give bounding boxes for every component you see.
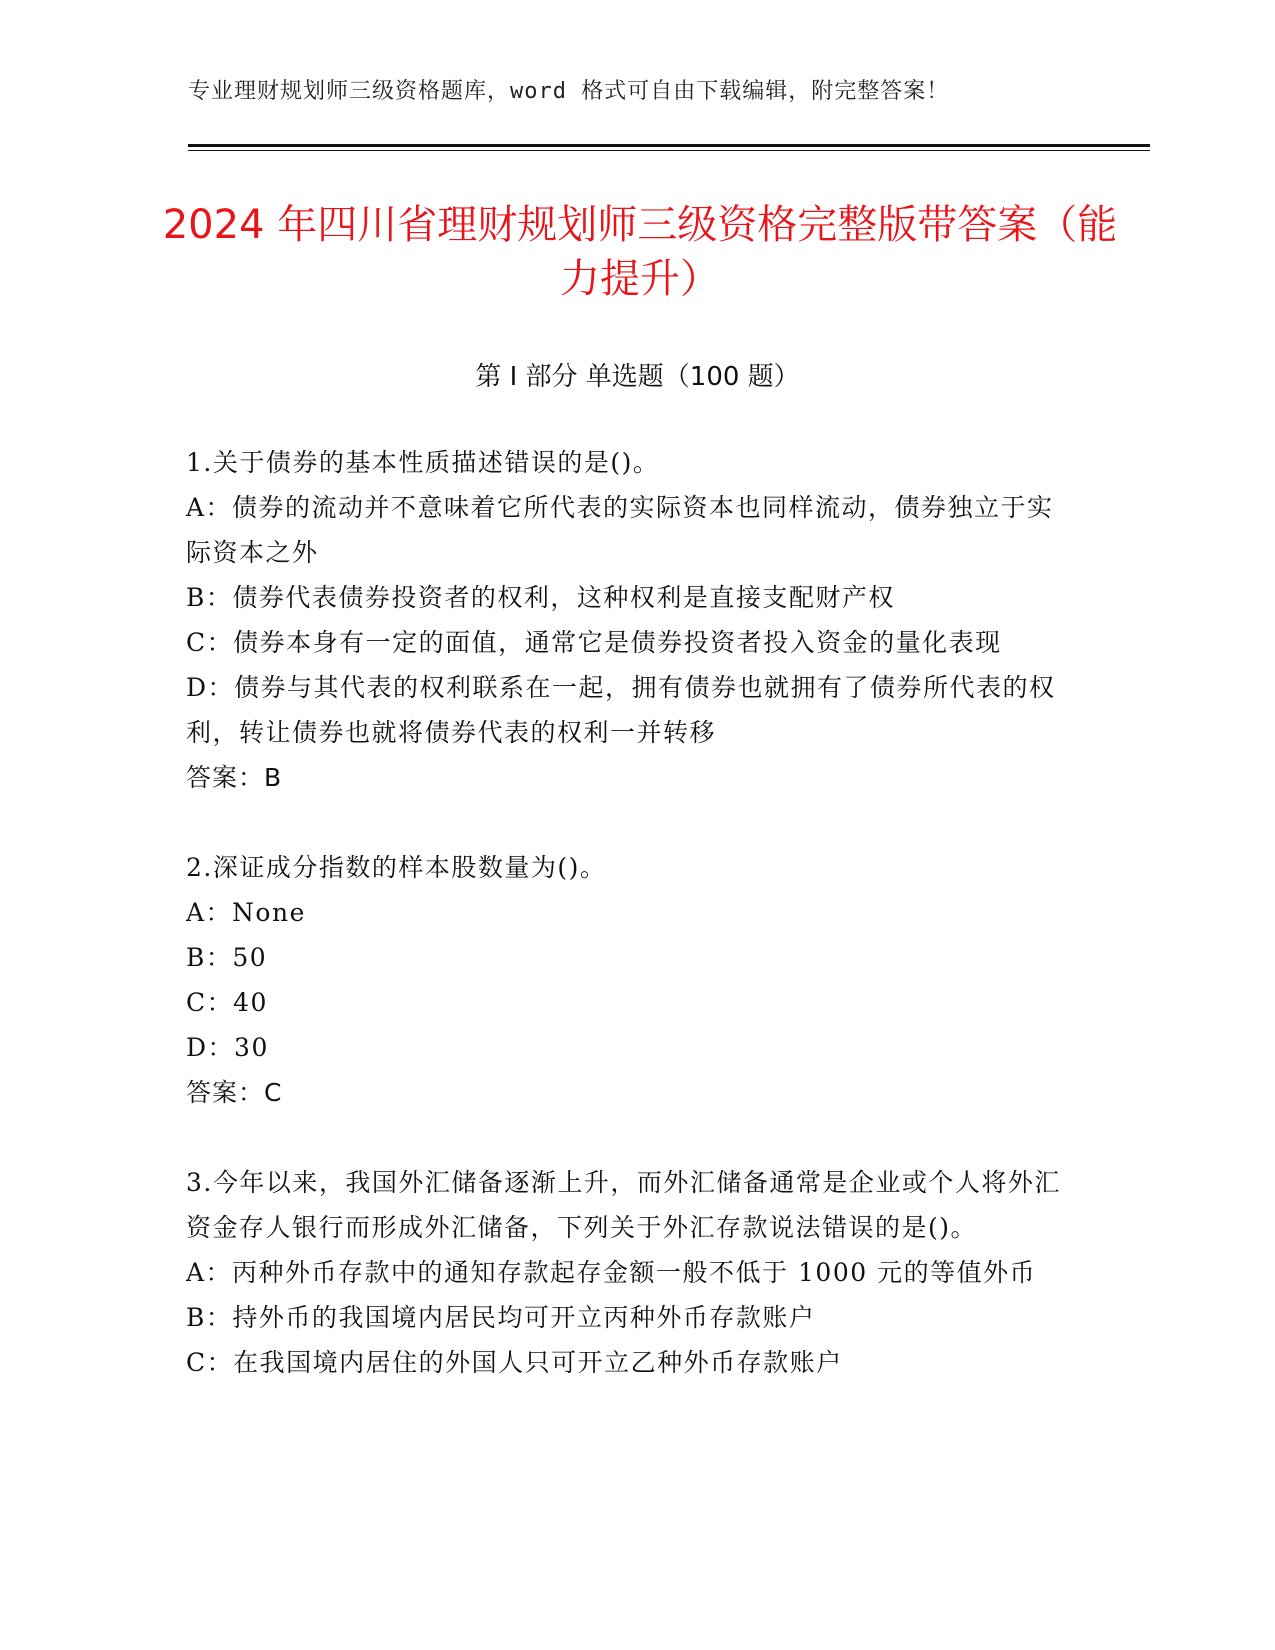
header-note: 专业理财规划师三级资格题库，word 格式可自由下载编辑，附完整答案！ bbox=[188, 79, 950, 104]
option-a: A：丙种外币存款中的通知存款起存金额一般不低于 1000 元的等值外币 bbox=[186, 1258, 1037, 1287]
question-3 bbox=[186, 1160, 1070, 1385]
answer: 答案：C bbox=[186, 1078, 283, 1107]
document-title: 2024 年四川省理财规划师三级资格完整版带答案（能力提升） bbox=[162, 202, 1118, 302]
option-a: A：None bbox=[186, 898, 306, 927]
option-b: B：债券代表债券投资者的权利，这种权利是直接支配财产权 bbox=[186, 583, 895, 612]
option-b: B：持外币的我国境内居民均可开立丙种外币存款账户 bbox=[186, 1303, 816, 1332]
question-stem: 1.关于债券的基本性质描述错误的是()。 bbox=[186, 448, 660, 477]
option-d: D：债券与其代表的权利联系在一起，拥有债券也就拥有了债券所代表的权利，转让债券也就将债券代表的权利一并转移 bbox=[186, 673, 1056, 747]
header-rule-thin bbox=[188, 150, 1150, 151]
option-c: C：在我国境内居住的外国人只可开立乙种外币存款账户 bbox=[186, 1348, 843, 1377]
question-stem: 3.今年以来，我国外汇储备逐渐上升，而外汇储备通常是企业或个人将外汇资金存人银行而形成外汇储备，下列关于外汇存款说法错误的是()。 bbox=[186, 1168, 1061, 1242]
questions-list bbox=[186, 440, 1070, 1430]
option-a: A：债券的流动并不意味着它所代表的实际资本也同样流动，债券独立于实际资本之外 bbox=[186, 493, 1054, 567]
option-b: B：50 bbox=[186, 943, 268, 972]
question-stem: 2.深证成分指数的样本股数量为()。 bbox=[186, 853, 607, 882]
answer: 答案：B bbox=[186, 763, 283, 792]
section-title: 第 I 部分 单选题（100 题） bbox=[475, 362, 800, 392]
option-c: C：债券本身有一定的面值，通常它是债券投资者投入资金的量化表现 bbox=[186, 628, 1002, 657]
header-rule-thick bbox=[188, 144, 1150, 147]
option-c: C：40 bbox=[186, 988, 268, 1017]
question-2 bbox=[186, 845, 1070, 1115]
option-d: D：30 bbox=[186, 1033, 269, 1062]
question-1 bbox=[186, 440, 1070, 800]
